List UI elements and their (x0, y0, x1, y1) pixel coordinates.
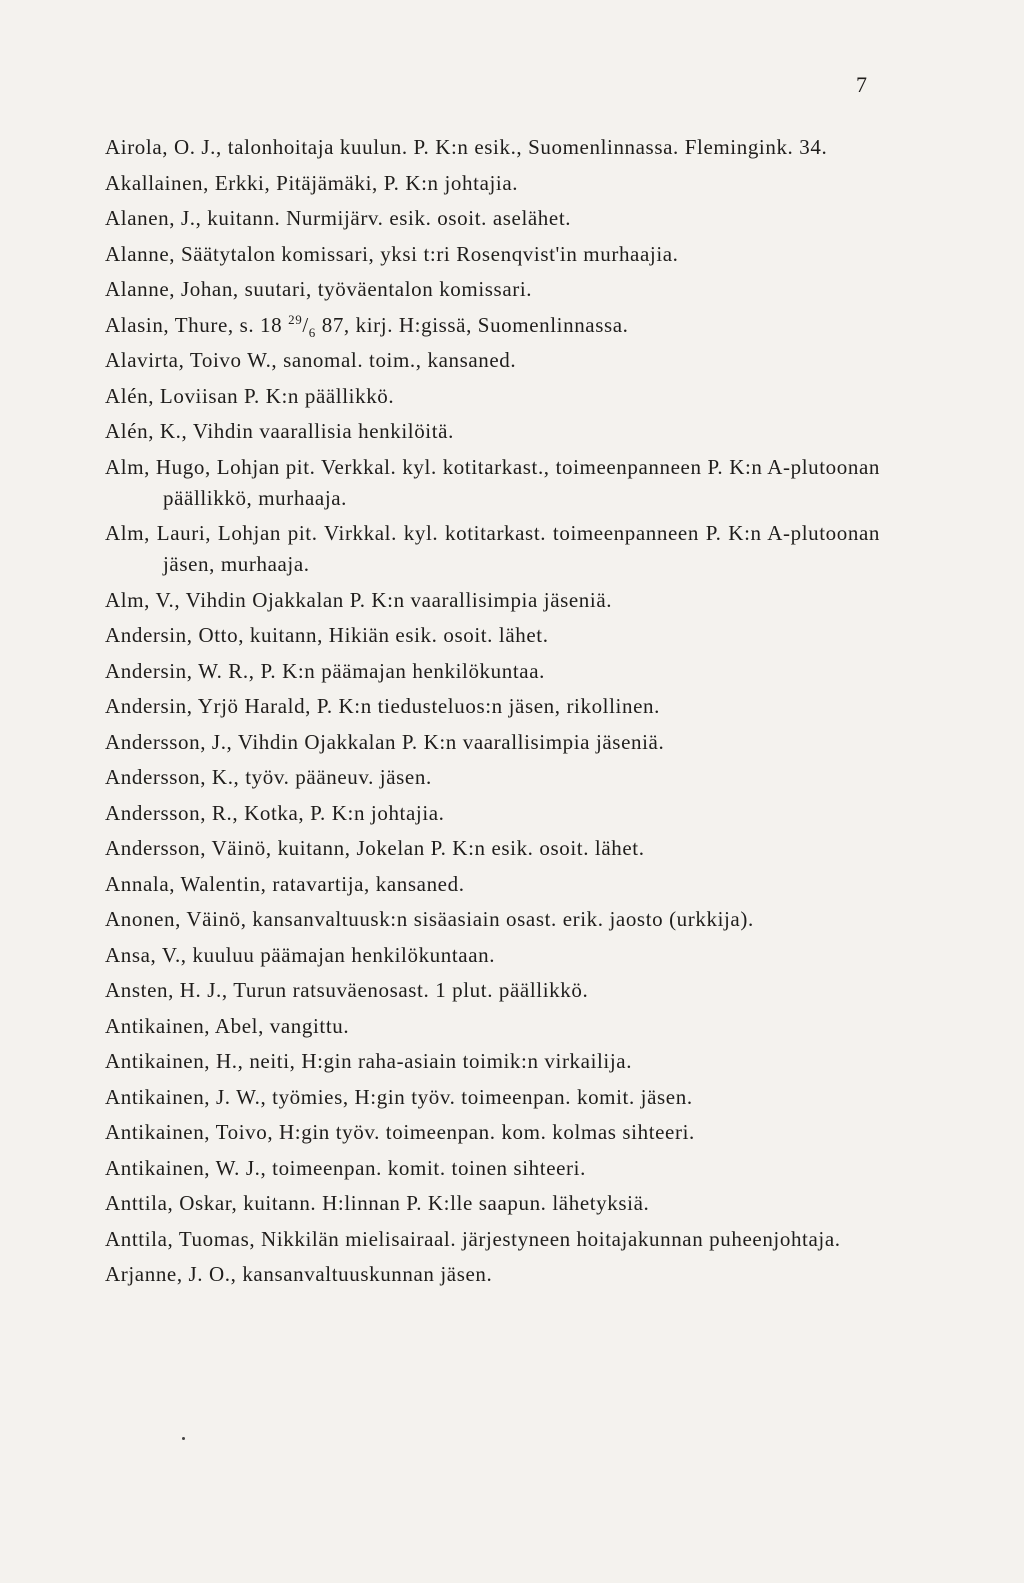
birth-day-superscript: 29 (288, 311, 303, 327)
list-item: Alm, Hugo, Lohjan pit. Verkkal. kyl. kotitarkast., toimeenpanneen P. K:n A-plutoonan päällikkö, murhaaja. (105, 454, 880, 510)
name-register-list (105, 132, 880, 1295)
list-item: Andersin, W. R., P. K:n päämajan henkilökuntaa. (105, 658, 545, 683)
list-item: Alén, K., Vihdin vaarallisia henkilöitä. (105, 419, 454, 443)
ink-speck (182, 1437, 185, 1440)
list-item: Alén, Loviisan P. K:n päällikkö. (105, 383, 395, 408)
list-item: Antikainen, Toivo, H:gin työv. toimeenpan. kom. kolmas sihteeri. (105, 1120, 695, 1144)
alasin-text-after: 87, kirj. H:gissä, Suomenlinnassa. (321, 312, 629, 337)
list-item: Andersson, Väinö, kuitann, Jokelan P. K:n esik. osoit. lähet. (105, 836, 645, 860)
date-slash: / (302, 312, 309, 337)
list-item: Anonen, Väinö, kansanvaltuusk:n sisäasiain osast. erik. jaosto (urkkija). (105, 907, 754, 931)
list-item: Antikainen, Abel, vangittu. (105, 1013, 350, 1038)
list-item: Ansa, V., kuuluu päämajan henkilökuntaan. (105, 942, 496, 967)
list-item: Alm, Lauri, Lohjan pit. Virkkal. kyl. kotitarkast. toimeenpanneen P. K:n A-plutoonan jäsen, murhaaja. (105, 521, 880, 576)
list-item: Alavirta, Toivo W., sanomal. toim., kansaned. (105, 348, 517, 372)
list-item: Airola, O. J., talonhoitaja kuulun. P. K:n esik., Suomenlinnassa. Flemingink. 34. (105, 135, 828, 159)
list-item: Annala, Walentin, ratavartija, kansaned. (105, 871, 465, 896)
list-item: Antikainen, H., neiti, H:gin raha-asiain toimik:n virkailija. (105, 1049, 633, 1073)
list-item: Alanen, J., kuitann. Nurmijärv. esik. osoit. aselähet. (105, 206, 572, 230)
list-item: Antikainen, W. J., toimeenpan. komit. toinen sihteeri. (105, 1155, 586, 1180)
list-item: Alanne, Johan, suutari, työväentalon komissari. (105, 277, 533, 301)
birth-month-subscript: 6 (308, 324, 316, 340)
list-item: Andersson, J., Vihdin Ojakkalan P. K:n vaarallisimpia jäseniä. (105, 729, 665, 754)
list-item: Anttila, Tuomas, Nikkilän mielisairaal. järjestyneen hoitajakunnan puheenjohtaja. (105, 1226, 841, 1251)
list-item: Arjanne, J. O., kansanvaltuuskunnan jäsen. (105, 1262, 493, 1286)
list-item: Alanne, Säätytalon komissari, yksi t:ri Rosenqvist'in murhaajia. (105, 241, 679, 266)
list-item: Andersson, K., työv. pääneuv. jäsen. (105, 765, 432, 789)
list-item: Alm, V., Vihdin Ojakkalan P. K:n vaarallisimpia jäseniä. (105, 587, 613, 612)
list-item: Ansten, H. J., Turun ratsuväenosast. 1 plut. päällikkö. (105, 978, 589, 1002)
alasin-text-before: Alasin, Thure, s. 18 (105, 312, 283, 337)
list-item: Andersson, R., Kotka, P. K:n johtajia. (105, 800, 445, 825)
page-number: 7 (856, 72, 867, 97)
list-item: Anttila, Oskar, kuitann. H:linnan P. K:lle saapun. lähetyksiä. (105, 1191, 650, 1215)
list-item: Andersin, Otto, kuitann, Hikiän esik. osoit. lähet. (105, 623, 549, 647)
list-item-alasin (105, 310, 880, 341)
list-item: Akallainen, Erkki, Pitäjämäki, P. K:n johtajia. (105, 170, 519, 195)
list-item: Andersin, Yrjö Harald, P. K:n tiedusteluos:n jäsen, rikollinen. (105, 694, 660, 718)
list-item: Antikainen, J. W., työmies, H:gin työv. toimeenpan. komit. jäsen. (105, 1084, 693, 1109)
